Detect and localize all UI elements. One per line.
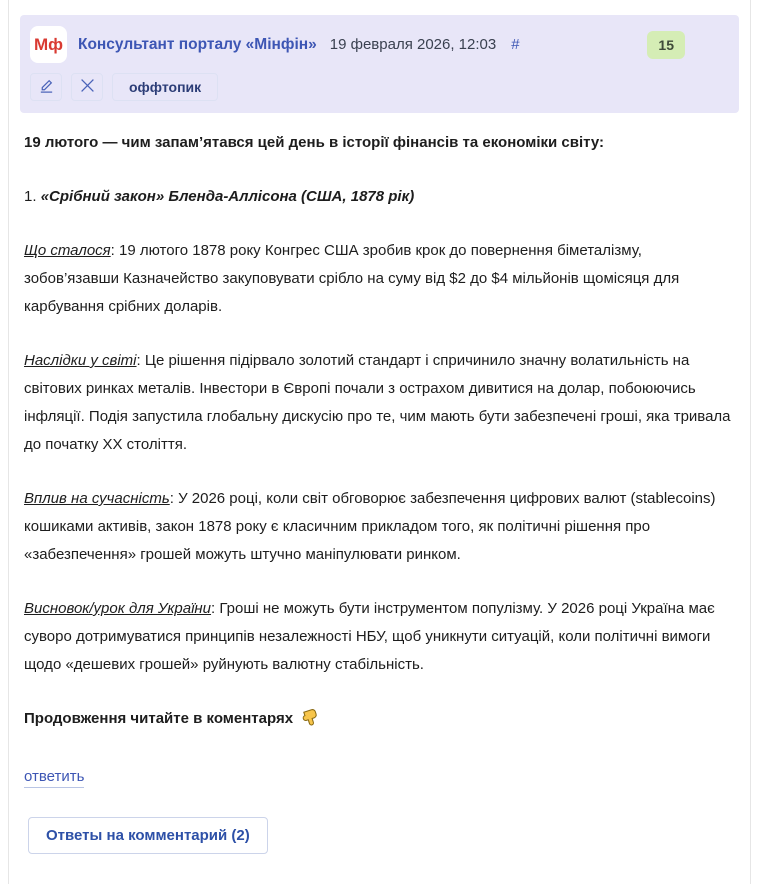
author-avatar-label: Мф xyxy=(33,34,64,54)
paragraph-text: : 19 лютого 1878 року Конгрес США зробив крок до повернення біметалізму, зобов’язавши Казначейство закуповувати срібло на суму від $2 до $4 мільйонів щомісяця для карбування срібних доларів. xyxy=(24,242,680,315)
paragraph-text: : Це рішення підірвало золотий стандарт і спричинило значну волатильність на світових ринках металів. Інвестори в Європі почали з острахом дивитися на долар, побоюючись інфляції. Подія запустила глобальну дискусію про те, чим мають бути забезпечені гроші, яка тривала до початку ХХ століття. xyxy=(24,352,731,453)
comment-header-row-actions xyxy=(30,73,725,101)
post-item-title-line xyxy=(24,183,735,211)
edit-button[interactable] xyxy=(30,73,62,101)
item-title: «Срібний закон» Бленда-Аллісона (США, 1878 рік) xyxy=(40,188,415,205)
post-paragraph-what-happened xyxy=(24,237,735,321)
comment-permalink[interactable]: # xyxy=(511,36,520,53)
author-link[interactable]: Консультант порталу «Мінфін» xyxy=(78,35,317,53)
delete-button[interactable] xyxy=(71,73,103,101)
post-paragraph-ukraine-lesson xyxy=(24,595,735,679)
paragraph-label: Вплив на сучасність xyxy=(24,490,170,507)
post-paragraph-world-consequences xyxy=(24,347,735,459)
paragraph-label: Наслідки у світі xyxy=(24,352,137,369)
comment-page xyxy=(8,0,751,884)
post-footer-note xyxy=(24,705,735,737)
paragraph-label: Висновок/урок для України xyxy=(24,600,212,617)
close-icon xyxy=(80,78,95,96)
reply-link[interactable]: ответить xyxy=(24,767,84,788)
comment-header-row-top xyxy=(30,26,725,63)
post-paragraph-modern-impact xyxy=(24,485,735,569)
paragraph-text: : Гроші не можуть бути інструментом популізму. У 2026 році Україна має суворо дотримуватися принципів незалежності НБУ, щоб уникнути ситуацій, коли політичні вимоги щодо «дешевих грошей» руйнують валютну стабільність. xyxy=(24,600,715,673)
author-avatar[interactable] xyxy=(30,26,67,63)
paragraph-label: Що сталося xyxy=(24,242,111,259)
footer-note-text: Продовження читайте в коментарях xyxy=(24,710,294,727)
replies-row xyxy=(24,791,735,854)
item-number: 1. xyxy=(24,188,41,205)
post-heading: 19 лютого — чим запам’ятався цей день в історії фінансів та економіки світу: xyxy=(24,134,604,151)
rating-badge[interactable]: 15 xyxy=(647,31,685,59)
comment-header xyxy=(20,15,739,113)
pencil-icon xyxy=(38,77,55,97)
paragraph-text: : У 2026 році, коли світ обговорює забезпечення цифрових валют (stablecoins) кошиками активів, закон 1878 року є класичним прикладом того, як політичні рішення про «забезпечення» грошей можуть штучно маніпулювати ринком. xyxy=(24,490,716,563)
replies-to-comment-button[interactable]: Ответы на комментарий (2) xyxy=(28,817,268,854)
pointing-down-hand-icon xyxy=(297,714,320,731)
offtopic-button[interactable]: оффтопик xyxy=(112,73,218,101)
post-body xyxy=(20,129,739,854)
comment-timestamp: 19 февраля 2026, 12:03 xyxy=(329,36,497,53)
